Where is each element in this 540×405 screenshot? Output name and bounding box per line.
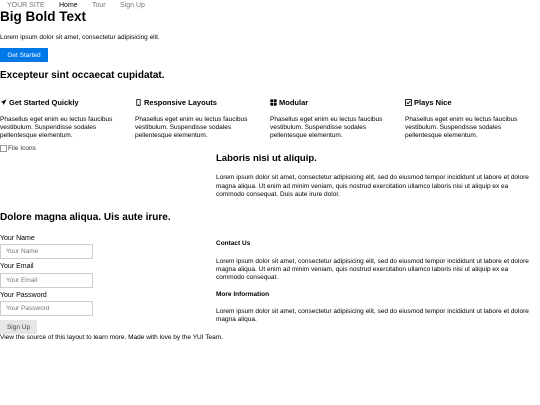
mobile-icon <box>135 99 142 106</box>
ribbon-text: Lorem ipsum dolor sit amet, consectetur adipisicing elit, sed do eiusmod tempor incididunt ut labore et dolore magna aliqua. Ut enim ad minim veniam, quis nostrud exercitation ullamco laboris nisi ut aliquip ex ea commodo consequat. Duis aute irure dolor. <box>216 174 529 198</box>
name-input[interactable] <box>0 244 93 259</box>
hero-title: Big Bold Text <box>0 9 86 24</box>
nav-link-home[interactable]: Home <box>59 2 78 9</box>
feature-plays-nice <box>405 98 530 140</box>
contact-heading: Contact Us <box>216 240 251 247</box>
feature-modular <box>270 98 395 140</box>
hero-text: Lorem ipsum dolor sit amet, consectetur adipisicing elit. <box>0 34 160 41</box>
check-square-icon <box>405 99 412 106</box>
feature-responsive <box>135 98 260 140</box>
nav-link-sign-up[interactable]: Sign Up <box>120 2 145 9</box>
feature-get-started <box>0 98 125 140</box>
feature-text: Phasellus eget enim eu lectus faucibus vestibulum. Suspendisse sodales pellentesque elementum. <box>135 116 248 139</box>
rocket-icon <box>0 99 7 106</box>
email-input[interactable] <box>0 273 93 288</box>
get-started-button[interactable]: Get Started <box>0 48 48 62</box>
signup-form <box>0 235 93 334</box>
more-info-text: Lorem ipsum dolor sit amet, consectetur adipisicing elit, sed do eiusmod tempor incididunt ut labore et dolore magna aliqua. <box>216 307 529 324</box>
feature-text: Phasellus eget enim eu lectus faucibus vestibulum. Suspendisse sodales pellentesque elementum. <box>405 116 518 139</box>
feature-title: Get Started Quickly <box>9 98 79 107</box>
section-heading-2: Dolore magna aliqua. Uis aute irure. <box>0 212 171 223</box>
feature-text: Phasellus eget enim eu lectus faucibus vestibulum. Suspendisse sodales pellentesque elementum. <box>0 116 113 139</box>
feature-text: Phasellus eget enim eu lectus faucibus vestibulum. Suspendisse sodales pellentesque elementum. <box>270 116 383 139</box>
broken-image-icon <box>0 145 7 152</box>
file-icons-image <box>0 145 36 153</box>
image-alt-text: File Icons <box>8 145 36 152</box>
sign-up-button[interactable]: Sign Up <box>0 320 37 334</box>
name-label: Your Name <box>0 235 35 242</box>
email-label: Your Email <box>0 263 34 271</box>
ribbon-heading: Laboris nisi ut aliquip. <box>216 153 317 164</box>
password-label: Your Password <box>0 291 47 299</box>
contact-section <box>216 240 534 324</box>
feature-title: Responsive Layouts <box>144 98 217 107</box>
ribbon-content <box>216 153 534 199</box>
password-input[interactable] <box>0 301 93 316</box>
feature-title: Modular <box>279 98 309 107</box>
nav-link-tour[interactable]: Tour <box>92 2 106 9</box>
section-heading-1: Excepteur sint occaecat cupidatat. <box>0 70 165 81</box>
site-brand[interactable]: YOUR SITE <box>7 2 45 9</box>
grid-icon <box>270 99 277 106</box>
more-info-heading: More Information <box>216 291 270 299</box>
contact-text: Lorem ipsum dolor sit amet, consectetur adipisicing elit, sed do eiusmod tempor incididunt ut labore et dolore magna aliqua. Ut enim ad minim veniam, quis nostrud exercitation ullamco laboris nisi ut aliquip ex ea commodo consequat. <box>216 257 529 282</box>
footer-text: View the source of this layout to learn more. Made with love by the YUI Team. <box>0 334 223 341</box>
feature-title: Plays Nice <box>414 98 452 107</box>
